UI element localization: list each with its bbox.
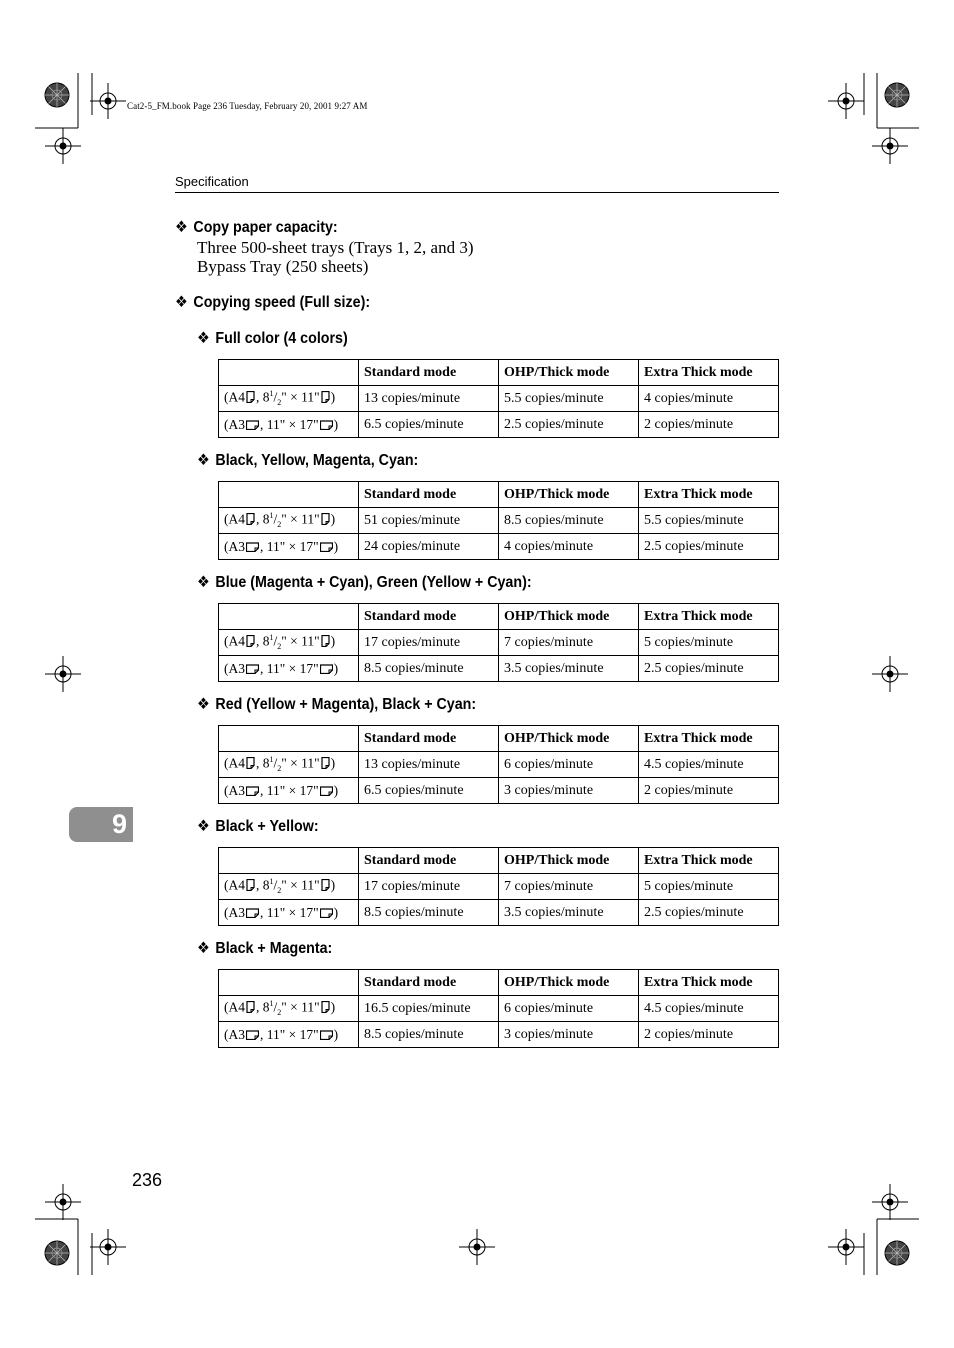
paper-capacity-heading — [175, 218, 338, 237]
paper-size-label: (A3 , 11" × 17" ) — [219, 778, 359, 804]
table-header-row — [219, 360, 779, 386]
speed-value: 4.5 copies/minute — [639, 752, 779, 778]
portrait-paper-icon — [321, 757, 330, 769]
speed-value: 51 copies/minute — [359, 508, 499, 534]
speed-value: 16.5 copies/minute — [359, 996, 499, 1022]
table-row — [219, 412, 779, 438]
speed-value: 4.5 copies/minute — [639, 996, 779, 1022]
corner-cell — [219, 604, 359, 630]
table-header-row — [219, 604, 779, 630]
column-header: Extra Thick mode — [639, 604, 779, 630]
header-rule — [175, 192, 779, 193]
column-header: OHP/Thick mode — [499, 848, 639, 874]
landscape-paper-icon — [320, 542, 333, 552]
paper-size-label: (A4 , $8^1/_2$" × 11" ) — [219, 630, 359, 656]
chapter-tab: 9 — [69, 807, 133, 842]
table-heading — [197, 451, 418, 470]
portrait-paper-icon — [246, 1001, 255, 1013]
paper-size-label: (A4 , $8^1/_2$" × 11" ) — [219, 996, 359, 1022]
corner-cell — [219, 360, 359, 386]
speed-value: 3 copies/minute — [499, 1022, 639, 1048]
speed-value: 13 copies/minute — [359, 386, 499, 412]
speed-value: 6 copies/minute — [499, 996, 639, 1022]
column-header: Extra Thick mode — [639, 482, 779, 508]
table-heading — [197, 695, 476, 714]
landscape-paper-icon — [246, 908, 259, 918]
paper-size-label: (A3 , 11" × 17" ) — [219, 1022, 359, 1048]
table-heading — [197, 939, 332, 958]
bullet-icon: ❖ — [197, 330, 210, 347]
speed-value: 2.5 copies/minute — [639, 534, 779, 560]
table-row — [219, 630, 779, 656]
column-header: Standard mode — [359, 360, 499, 386]
portrait-paper-icon — [246, 757, 255, 769]
speed-value: 13 copies/minute — [359, 752, 499, 778]
speed-value: 4 copies/minute — [499, 534, 639, 560]
paper-size-label: (A4 , $8^1/_2$" × 11" ) — [219, 386, 359, 412]
speed-value: 2.5 copies/minute — [639, 900, 779, 926]
portrait-paper-icon — [246, 879, 255, 891]
table-row — [219, 1022, 779, 1048]
paper-size-label: (A3 , 11" × 17" ) — [219, 656, 359, 682]
table-row — [219, 752, 779, 778]
speed-value: 2 copies/minute — [639, 412, 779, 438]
landscape-paper-icon — [320, 664, 333, 674]
bullet-icon: ❖ — [175, 294, 188, 311]
bullet-icon: ❖ — [197, 452, 210, 469]
speed-value: 5.5 copies/minute — [499, 386, 639, 412]
speed-value: 2 copies/minute — [639, 1022, 779, 1048]
portrait-paper-icon — [321, 1001, 330, 1013]
print-info: Cat2-5_FM.book Page 236 Tuesday, February 20, 2001 9:27 AM — [127, 101, 368, 111]
landscape-paper-icon — [320, 420, 333, 430]
paper-size-label: (A4 , $8^1/_2$" × 11" ) — [219, 874, 359, 900]
table-heading — [197, 817, 319, 836]
speed-value: 4 copies/minute — [639, 386, 779, 412]
speed-value: 3.5 copies/minute — [499, 656, 639, 682]
speed-value: 6.5 copies/minute — [359, 412, 499, 438]
table-header-row — [219, 726, 779, 752]
column-header: OHP/Thick mode — [499, 970, 639, 996]
bullet-icon: ❖ — [175, 219, 188, 236]
speed-value: 5 copies/minute — [639, 630, 779, 656]
speed-table — [218, 969, 779, 1048]
table-row — [219, 996, 779, 1022]
table-header-row — [219, 482, 779, 508]
table-row — [219, 900, 779, 926]
corner-cell — [219, 970, 359, 996]
column-header: Extra Thick mode — [639, 360, 779, 386]
corner-cell — [219, 482, 359, 508]
speed-table — [218, 359, 779, 438]
landscape-paper-icon — [320, 908, 333, 918]
table-row — [219, 778, 779, 804]
landscape-paper-icon — [246, 1030, 259, 1040]
speed-value: 24 copies/minute — [359, 534, 499, 560]
column-header: Standard mode — [359, 604, 499, 630]
speed-value: 2 copies/minute — [639, 778, 779, 804]
speed-table — [218, 725, 779, 804]
table-header-row — [219, 848, 779, 874]
table-heading-text: Black, Yellow, Magenta, Cyan: — [215, 452, 419, 469]
landscape-paper-icon — [320, 786, 333, 796]
portrait-paper-icon — [321, 391, 330, 403]
page-number: 236 — [132, 1170, 163, 1190]
speed-value: 2.5 copies/minute — [639, 656, 779, 682]
column-header: Standard mode — [359, 482, 499, 508]
speed-value: 7 copies/minute — [499, 630, 639, 656]
table-heading — [197, 329, 348, 348]
corner-cell — [219, 848, 359, 874]
table-heading-text: Black + Yellow: — [215, 818, 319, 835]
speed-value: 5 copies/minute — [639, 874, 779, 900]
portrait-paper-icon — [321, 879, 330, 891]
column-header: OHP/Thick mode — [499, 726, 639, 752]
paper-capacity-line: Bypass Tray (250 sheets) — [197, 257, 369, 276]
column-header: Standard mode — [359, 726, 499, 752]
bullet-icon: ❖ — [197, 574, 210, 591]
portrait-paper-icon — [321, 513, 330, 525]
column-header: OHP/Thick mode — [499, 604, 639, 630]
landscape-paper-icon — [246, 420, 259, 430]
speed-value: 5.5 copies/minute — [639, 508, 779, 534]
table-heading-text: Blue (Magenta + Cyan), Green (Yellow + Cyan): — [215, 574, 532, 591]
paper-capacity-line: Three 500-sheet trays (Trays 1, 2, and 3) — [197, 238, 474, 257]
table-header-row — [219, 970, 779, 996]
heading-text: Copying speed (Full size): — [193, 294, 371, 311]
speed-value: 8.5 copies/minute — [359, 656, 499, 682]
speed-value: 3.5 copies/minute — [499, 900, 639, 926]
table-heading-text: Red (Yellow + Magenta), Black + Cyan: — [215, 696, 477, 713]
copying-speed-heading — [175, 293, 370, 312]
speed-value: 3 copies/minute — [499, 778, 639, 804]
speed-value: 6.5 copies/minute — [359, 778, 499, 804]
speed-table — [218, 603, 779, 682]
table-heading-text: Full color (4 colors) — [215, 330, 348, 347]
column-header: Extra Thick mode — [639, 970, 779, 996]
corner-cell — [219, 726, 359, 752]
heading-text: Copy paper capacity: — [193, 219, 338, 236]
bullet-icon: ❖ — [197, 818, 210, 835]
column-header: Extra Thick mode — [639, 726, 779, 752]
portrait-paper-icon — [246, 635, 255, 647]
speed-value: 6 copies/minute — [499, 752, 639, 778]
running-header: Specification — [175, 174, 249, 189]
landscape-paper-icon — [246, 664, 259, 674]
table-row — [219, 386, 779, 412]
table-row — [219, 874, 779, 900]
speed-value: 17 copies/minute — [359, 874, 499, 900]
table-row — [219, 508, 779, 534]
column-header: Standard mode — [359, 970, 499, 996]
column-header: OHP/Thick mode — [499, 360, 639, 386]
speed-value: 8.5 copies/minute — [359, 1022, 499, 1048]
speed-value: 17 copies/minute — [359, 630, 499, 656]
speed-value: 7 copies/minute — [499, 874, 639, 900]
paper-size-label: (A3 , 11" × 17" ) — [219, 412, 359, 438]
column-header: Standard mode — [359, 848, 499, 874]
bullet-icon: ❖ — [197, 940, 210, 957]
landscape-paper-icon — [320, 1030, 333, 1040]
bullet-icon: ❖ — [197, 696, 210, 713]
speed-value: 8.5 copies/minute — [359, 900, 499, 926]
landscape-paper-icon — [246, 786, 259, 796]
speed-table — [218, 481, 779, 560]
table-heading-text: Black + Magenta: — [215, 940, 333, 957]
portrait-paper-icon — [246, 513, 255, 525]
paper-size-label: (A4 , $8^1/_2$" × 11" ) — [219, 752, 359, 778]
table-heading — [197, 573, 532, 592]
paper-size-label: (A3 , 11" × 17" ) — [219, 534, 359, 560]
paper-size-label: (A3 , 11" × 17" ) — [219, 900, 359, 926]
paper-size-label: (A4 , $8^1/_2$" × 11" ) — [219, 508, 359, 534]
column-header: Extra Thick mode — [639, 848, 779, 874]
speed-value: 2.5 copies/minute — [499, 412, 639, 438]
speed-value: 8.5 copies/minute — [499, 508, 639, 534]
table-row — [219, 656, 779, 682]
speed-table — [218, 847, 779, 926]
portrait-paper-icon — [246, 391, 255, 403]
landscape-paper-icon — [246, 542, 259, 552]
table-row — [219, 534, 779, 560]
column-header: OHP/Thick mode — [499, 482, 639, 508]
portrait-paper-icon — [321, 635, 330, 647]
